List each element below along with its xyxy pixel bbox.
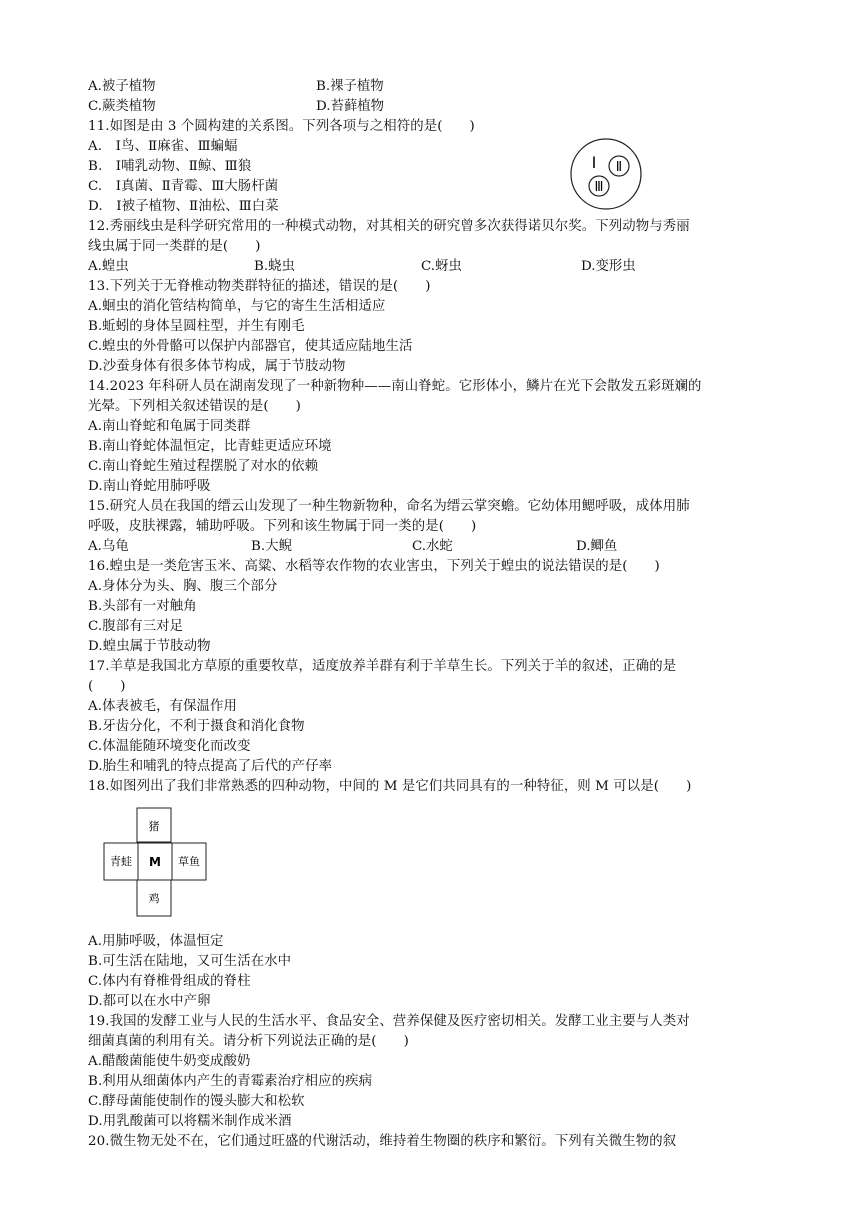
cell-center-label: M (149, 855, 161, 869)
q16-option-a: A.身体分为头、胸、腹三个部分 (88, 579, 278, 594)
q14-option-a: A.南山脊蛇和龟属于同类群 (88, 419, 251, 434)
q12-option-c: C.蚜虫 (421, 259, 462, 274)
q12-stem-line2: 线虫属于同一类群的是( ) (88, 239, 261, 254)
q11-stem: 11.如图是由 3 个圆构建的关系图。下列各项与之相符的是( ) (88, 119, 475, 134)
q15-option-d: D.鲫鱼 (576, 539, 618, 554)
cell-left-label: 青蛙 (110, 855, 132, 868)
q18-option-c: C.体内有脊椎骨组成的脊柱 (88, 974, 251, 989)
cell-top-label: 猪 (148, 820, 160, 833)
q15-stem-line1: 15.研究人员在我国的缙云山发现了一种生物新物种，命名为缙云掌突蟾。它幼体用鳃呼吸，成体用肺 (88, 499, 690, 514)
q19-option-b: B.利用从细菌体内产生的青霉素治疗相应的疾病 (88, 1074, 373, 1089)
q16-option-c: C.腹部有三对足 (88, 619, 184, 634)
q19-option-d: D.用乳酸菌可以将糯米制作成米酒 (88, 1114, 292, 1129)
q11-option-a: A. Ⅰ鸟、Ⅱ麻雀、Ⅲ蝙蝠 (88, 139, 238, 154)
q18-option-a: A.用肺呼吸，体温恒定 (88, 934, 224, 949)
circle-iii-label: Ⅲ (594, 180, 604, 195)
q14-stem-line1: 14.2023 年科研人员在湖南发现了一种新物种——南山脊蛇。它形体小，鳞片在光下会散发五彩斑斓的 (88, 379, 702, 394)
q18-option-d: D.都可以在水中产卵 (88, 994, 211, 1009)
circle-ii-label: Ⅱ (615, 160, 623, 175)
q12-option-b: B.蛲虫 (254, 259, 295, 274)
q16-stem: 16.蝗虫是一类危害玉米、高粱、水稻等农作物的农业害虫，下列关于蝗虫的说法错误的是( ) (88, 559, 660, 574)
circle-i-label: Ⅰ (591, 153, 597, 172)
q10-option-a: A.被子植物 (88, 79, 156, 94)
q13-option-d: D.沙蚕身体有很多体节构成，属于节肢动物 (88, 359, 346, 374)
q18-cross-diagram (103, 806, 209, 918)
q14-stem-line2: 光晕。下列相关叙述错误的是( ) (88, 399, 302, 414)
q10-option-d: D.苔藓植物 (316, 99, 385, 114)
q15-option-a: A.乌龟 (88, 539, 129, 554)
cell-bottom-label: 鸡 (148, 892, 160, 905)
q17-option-a: A.体表被毛，有保温作用 (88, 699, 238, 714)
q11-option-c: C. Ⅰ真菌、Ⅱ青霉、Ⅲ大肠杆菌 (88, 179, 279, 194)
q14-option-c: C.南山脊蛇生殖过程摆脱了对水的依赖 (88, 459, 319, 474)
q17-option-d: D.胎生和哺乳的特点提高了后代的产仔率 (88, 759, 333, 774)
q13-option-a: A.蛔虫的消化管结构简单，与它的寄生生活相适应 (88, 299, 386, 314)
q12-option-d: D.变形虫 (581, 259, 636, 274)
q19-stem-line2: 细菌真菌的利用有关。请分析下列说法正确的是( ) (88, 1034, 409, 1049)
q18-option-b: B.可生活在陆地，又可生活在水中 (88, 954, 292, 969)
q14-option-d: D.南山脊蛇用肺呼吸 (88, 479, 211, 494)
q15-stem-line2: 呼吸，皮肤裸露，辅助呼吸。下列和该生物属于同一类的是( ) (88, 519, 477, 534)
q17-stem-line2: ( ) (88, 679, 126, 694)
q14-option-b: B.南山脊蛇体温恒定，比青蛙更适应环境 (88, 439, 332, 454)
q19-option-a: A.醋酸菌能使牛奶变成酸奶 (88, 1054, 251, 1069)
cell-right-label: 草鱼 (178, 855, 200, 868)
q18-stem: 18.如图列出了我们非常熟悉的四种动物，中间的 M 是它们共同具有的一种特征，则 M 可以是( ) (88, 779, 692, 794)
q15-option-c: C.水蛇 (412, 539, 453, 554)
q12-stem-line1: 12.秀丽线虫是科学研究常用的一种模式动物，对其相关的研究曾多次获得诺贝尔奖。下列动物与秀丽 (88, 219, 690, 234)
q10-option-c: C.蕨类植物 (88, 99, 156, 114)
q13-stem: 13.下列关于无脊椎动物类群特征的描述，错误的是( ) (88, 279, 431, 294)
q15-option-b: B.大鲵 (251, 539, 292, 554)
q13-option-c: C.蝗虫的外骨骼可以保护内部器官，使其适应陆地生活 (88, 339, 413, 354)
circle-i (571, 139, 641, 209)
q11-circle-diagram (568, 136, 644, 212)
q16-option-d: D.蝗虫属于节肢动物 (88, 639, 211, 654)
q17-option-c: C.体温能随环境变化而改变 (88, 739, 251, 754)
q11-option-b: B. Ⅰ哺乳动物、Ⅱ鲸、Ⅲ狼 (88, 159, 252, 174)
q19-stem-line1: 19.我国的发酵工业与人民的生活水平、食品安全、营养保健及医疗密切相关。发酵工业主要与人类对 (88, 1014, 690, 1029)
q16-option-b: B.头部有一对触角 (88, 599, 197, 614)
q19-option-c: C.酵母菌能使制作的馒头膨大和松软 (88, 1094, 305, 1109)
q17-option-b: B.牙齿分化，不利于摄食和消化食物 (88, 719, 305, 734)
q10-option-b: B.裸子植物 (316, 79, 384, 94)
q20-stem-line1: 20.微生物无处不在，它们通过旺盛的代谢活动，维持着生物圈的秩序和繁衍。下列有关微生物的叙 (88, 1134, 677, 1149)
q13-option-b: B.蚯蚓的身体呈圆柱型，并生有刚毛 (88, 319, 305, 334)
q11-option-d: D. Ⅰ被子植物、Ⅱ油松、Ⅲ白菜 (88, 199, 279, 214)
q12-option-a: A.蝗虫 (88, 259, 129, 274)
q17-stem-line1: 17.羊草是我国北方草原的重要牧草，适度放养羊群有利于羊草生长。下列关于羊的叙述，正确的是 (88, 659, 677, 674)
